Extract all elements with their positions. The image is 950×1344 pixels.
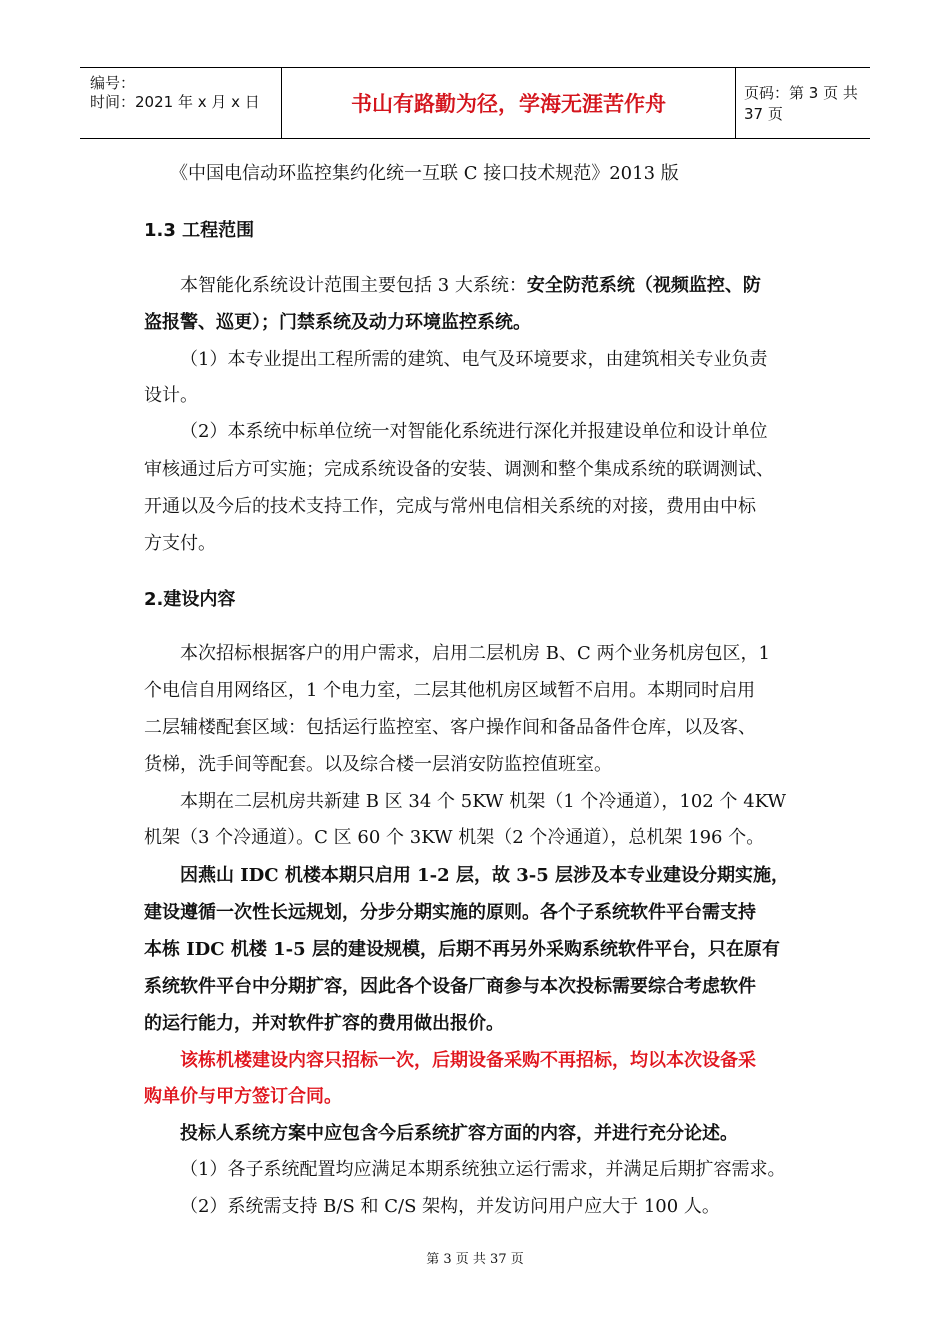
para-scope-line-1 <box>0 271 950 297</box>
para-bidder: 投标人系统方案中应包含今后系统扩容方面的内容，并进行充分论述。 <box>180 1123 738 1144</box>
para-scope-bold: 安全防范系统（视频监控、防 <box>526 275 761 296</box>
para-phase-line-5: 的运行能力，并对软件扩容的费用做出报价。 <box>144 1013 504 1034</box>
para-item-2-line-1: （2）本系统中标单位统一对智能化系统进行深化并报建设单位和设计单位 <box>180 421 768 442</box>
para-tender-line-1: 该栋机楼建设内容只招标一次，后期设备采购不再招标，均以本次设备采 <box>180 1050 756 1071</box>
para-phase-line-1: 因燕山 IDC 机楼本期只启用 1-2 层，故 3-5 层涉及本专业建设分期实施， <box>180 865 789 886</box>
spec-reference: 《中国电信动环监控集约化统一互联 C 接口技术规范》2013 版 <box>170 163 679 184</box>
para-item-2-line-4: 方支付。 <box>144 533 216 554</box>
para-scope-text: 本智能化系统设计范围主要包括 3 大系统： <box>180 275 527 296</box>
para-phase-line-2: 建设遵循一次性长远规划，分步分期实施的原则。各个子系统软件平台需支持 <box>144 902 756 923</box>
header-motto: 书山有路勤为径，学海无涯苦作舟 <box>282 68 736 138</box>
para-item-1-line-2: 设计。 <box>144 385 198 406</box>
para-racks-line-1: 本期在二层机房共新建 B 区 34 个 5KW 机架（1 个冷通道），102 个 4KW <box>180 791 786 812</box>
para-content-line-3: 二层辅楼配套区域：包括运行监控室、客户操作间和备品备件仓库，以及客、 <box>144 717 756 738</box>
header-time: 时间：2021 年 x 月 x 日 <box>90 93 260 111</box>
heading-1-3: 1.3 工程范围 <box>144 220 255 241</box>
para-phase-line-3: 本栋 IDC 机楼 1-5 层的建设规模，后期不再另外采购系统软件平台，只在原有 <box>144 939 780 960</box>
header-table <box>80 67 870 139</box>
para-content-line-2: 个电信自用网络区，1 个电力室，二层其他机房区域暂不启用。本期同时启用 <box>144 680 756 701</box>
para-req-2: （2）系统需支持 B/S 和 C/S 架构，并发访问用户应大于 100 人。 <box>180 1196 720 1217</box>
header-number: 编号： <box>90 74 136 92</box>
page-footer: 第 3 页 共 37 页 <box>426 1252 524 1267</box>
para-content-line-1: 本次招标根据客户的用户需求，启用二层机房 B、C 两个业务机房包区，1 <box>180 643 770 664</box>
para-item-2-line-3: 开通以及今后的技术支持工作，完成与常州电信相关系统的对接，费用由中标 <box>144 496 756 517</box>
para-item-2-line-2: 审核通过后方可实施；完成系统设备的安装、调测和整个集成系统的联调测试、 <box>144 459 774 480</box>
para-scope-line-2: 盗报警、巡更）；门禁系统及动力环境监控系统。 <box>144 312 531 333</box>
para-phase-line-4: 系统软件平台中分期扩容，因此各个设备厂商参与本次投标需要综合考虑软件 <box>144 976 756 997</box>
heading-2: 2.建设内容 <box>144 589 236 610</box>
para-item-1-line-1: （1）本专业提出工程所需的建筑、电气及环境要求，由建筑相关专业负责 <box>180 349 768 370</box>
header-page-info: 页码：第 3 页 共 37 页 <box>744 84 858 123</box>
para-req-1: （1）各子系统配置均应满足本期系统独立运行需求，并满足后期扩容需求。 <box>180 1159 786 1180</box>
header-meta <box>80 68 282 138</box>
para-tender-line-2: 购单价与甲方签订合同。 <box>144 1086 342 1107</box>
para-content-line-4: 货梯，洗手间等配套。以及综合楼一层消安防监控值班室。 <box>144 754 612 775</box>
para-racks-line-2: 机架（3 个冷通道）。C 区 60 个 3KW 机架（2 个冷通道），总机架 196 个。 <box>144 827 765 848</box>
